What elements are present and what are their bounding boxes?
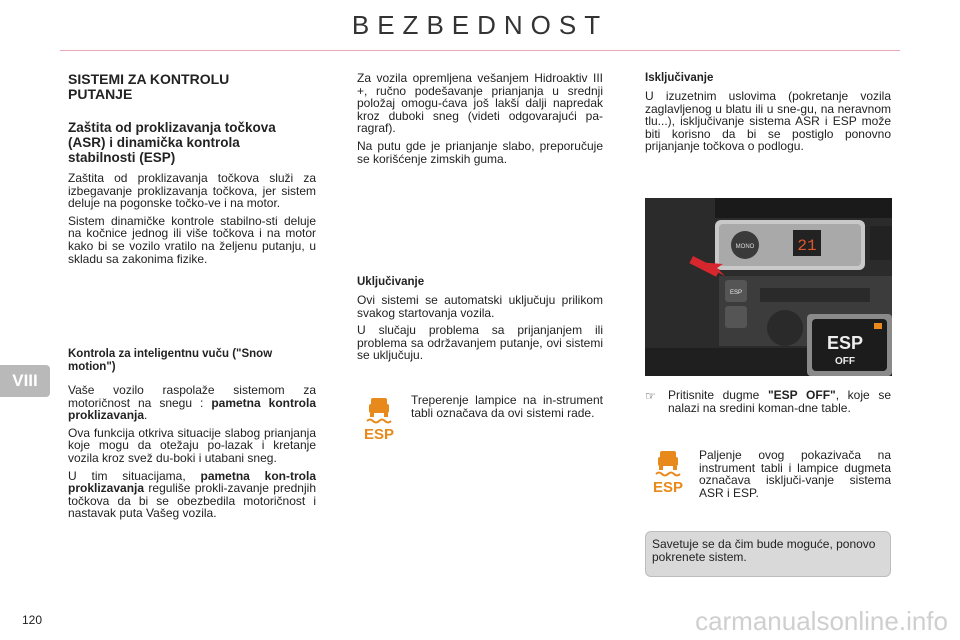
snow-paragraph-2: Ova funkcija otkriva situacije slabog prianjanja koje mogu da otežaju po-lazak i kretanje vozila kroz svež du-boki i utabani sneg. (68, 425, 316, 465)
bold-text: pametna kon-trola proklizavanja (68, 468, 317, 496)
text: Vaše vozilo raspolaže sistemom za motoričnost na snegu : (68, 383, 316, 410)
esp-icon-label: ESP (363, 426, 395, 442)
header-divider (60, 50, 900, 51)
chapter-tab: VIII (0, 365, 50, 397)
esp-off-icon-label: ESP (652, 479, 684, 495)
deactivation-note-text: Paljenje ovog pokazivača na instrument tabli i lampice dugmeta označava isključi-vanje sistema ASR i ESP. (699, 448, 891, 500)
press-instruction (645, 389, 891, 419)
deactivation-paragraph: U izuzetnim uslovima (pokretanje vozila zaglavljenog u blatu ili u sne-gu, na neravnom tlu...), isključivanje sistema ASR i ESP može biti korisno da bi se postiglo ponovno prijanjanje točkova o podlogu. (645, 89, 891, 154)
hydractive-paragraph: Za vozila opremljena vešanjem Hidroaktiv III +, ručno podešavanje prianjanja u srednji položaj omogu-ćava još lakši dalji napredak kroz duboki sneg (videti odgovarajući pa-ragraf). (357, 71, 603, 136)
small-esp-button-label: ESP (729, 290, 743, 296)
column-2 (357, 72, 603, 170)
esp-off-button-main: ESP (826, 333, 864, 353)
text: U tim situacijama, (68, 468, 201, 483)
snow-motion-title: Kontrola za inteligentnu vuču ("Snow motion") (68, 348, 273, 373)
flashing-note (411, 394, 603, 424)
esp-warning-icon (362, 396, 396, 442)
dashboard-photo (645, 198, 892, 376)
text: . (144, 408, 148, 423)
bold-text: pametna kontrola proklizavanja (68, 395, 316, 423)
esp-off-indicator-icon (651, 449, 685, 495)
page-number: 120 (22, 613, 43, 627)
snow-motion-section (68, 348, 316, 525)
dashboard-illustration (645, 198, 892, 376)
snow-paragraph-3 (68, 470, 316, 520)
section-title: SISTEMI ZA KONTROLU PUTANJE (68, 71, 230, 102)
activation-paragraph-1: Ovi sistemi se automatski uključuju prilikom svakog startovanja vozila. (357, 293, 603, 320)
activation-section (357, 276, 603, 367)
text: Pritisnite dugme (668, 388, 768, 402)
esp-off-button-sub: OFF (835, 356, 855, 367)
deactivation-title: Isključivanje (645, 72, 714, 84)
mono-button-label: MONO (735, 244, 755, 250)
temperature-display: 21 (797, 237, 817, 255)
esp-paragraph: Sistem dinamičke kontrole stabilno-sti deluje na kočnice jednog ili više točkova i na motor kako bi se vozilo vratilo na željenu putanju, u skladu sa zakonima fizike. (68, 213, 316, 266)
text: , koje se nalazi na sredini koman-dne table. (668, 388, 891, 415)
flashing-note-text: Treperenje lampice na in-strument tabli označava da ovi sistemi rade. (411, 393, 603, 420)
deactivation-note (699, 449, 891, 504)
watermark: carmanualsonline.info (695, 606, 948, 636)
snow-paragraph-1 (68, 384, 316, 422)
column-3 (645, 72, 891, 158)
winter-tyres-paragraph: Na putu gde je prianjanje slabo, preporučuje se korišćenje zimskih guma. (357, 138, 603, 166)
bold-text: "ESP OFF" (767, 388, 836, 402)
press-instruction-text (668, 389, 891, 414)
page-title: BEZBEDNOST (351, 10, 609, 40)
activation-paragraph-2: U slučaju problema sa prijanjanjem ili problema sa održavanjem putanje, ovi sistemi se uključuju. (357, 323, 603, 363)
column-1 (68, 72, 316, 270)
activation-title: Uključivanje (357, 276, 425, 288)
advice-box: Savetuje se da čim bude moguće, ponovo pokrenete sistem. (645, 531, 891, 577)
text: reguliše prokli-zavanje prednjih točkova da bi se obezbedila motoričnost i nastavak puta Vašeg vozila. (68, 481, 316, 521)
asr-paragraph: Zaštita od proklizavanja točkova služi za izbegavanje proklizavanja točkova, jer sistem deluje na pogonske točko-ve i na motor. (68, 171, 316, 211)
pointer-icon: ☞ (645, 389, 656, 403)
section-subtitle: Zaštita od proklizavanja točkova (ASR) i dinamička kontrola stabilnosti (ESP) (68, 120, 276, 165)
